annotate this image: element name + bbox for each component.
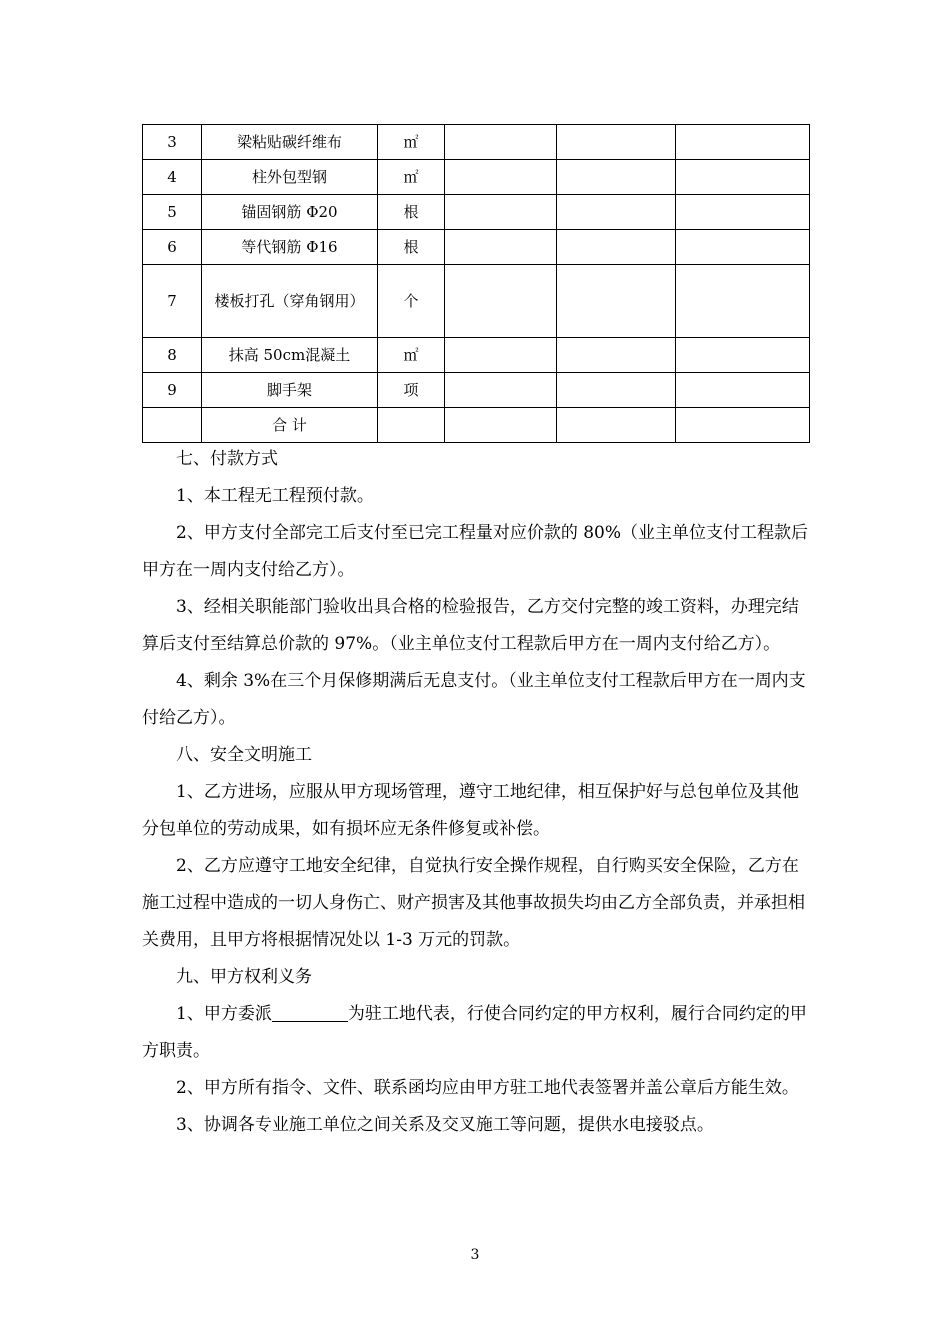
row-number: 3 [143, 125, 202, 160]
table-row [143, 373, 810, 408]
paragraph: 1、乙方进场，应服从甲方现场管理，遵守工地纪律，相互保护好与总包单位及其他分包单位的劳动成果，如有损坏应无条件修复或补偿。 [142, 782, 799, 839]
item-total [676, 338, 810, 373]
section-heading-payment: 七、付款方式 [176, 449, 278, 469]
representative-blank-line [272, 1003, 348, 1022]
row-number: 8 [143, 338, 202, 373]
section-heading-safety: 八、安全文明施工 [176, 745, 312, 765]
item-unit [378, 408, 445, 443]
row-number: 4 [143, 160, 202, 195]
item-unit: ㎡ [378, 160, 445, 195]
item-unit-price [557, 195, 676, 230]
item-quantity [445, 125, 557, 160]
item-name: 锚固钢筋 Φ20 [202, 195, 378, 230]
item-quantity [445, 373, 557, 408]
item-quantity [445, 195, 557, 230]
item-unit-price [557, 265, 676, 338]
item-unit: 项 [378, 373, 445, 408]
item-unit: 个 [378, 265, 445, 338]
item-unit: ㎡ [378, 125, 445, 160]
item-name: 柱外包型钢 [202, 160, 378, 195]
paragraph: 2、乙方应遵守工地安全纪律，自觉执行安全操作规程，自行购买安全保险，乙方在施工过程中造成的一切人身伤亡、财产损害及其他事故损失均由乙方全部负责，并承担相关费用，且甲方将根据情况处以 1-3 万元的罚款。 [142, 856, 805, 950]
row-number: 6 [143, 230, 202, 265]
grand-total [676, 408, 810, 443]
row-number: 5 [143, 195, 202, 230]
paragraph [142, 996, 810, 1070]
item-unit: 根 [378, 195, 445, 230]
item-quantity [445, 160, 557, 195]
paragraph: 3、协调各专业施工单位之间关系及交叉施工等问题，提供水电接驳点。 [176, 1115, 714, 1135]
paragraph: 3、经相关职能部门验收出具合格的检验报告，乙方交付完整的竣工资料，办理完结算后支付至结算总价款的 97%。（业主单位支付工程款后甲方在一周内支付给乙方）。 [142, 597, 799, 654]
quantity-table [142, 124, 810, 443]
item-unit-price [557, 408, 676, 443]
table-row [143, 265, 810, 338]
table-row [143, 160, 810, 195]
total-row [143, 408, 810, 443]
item-total [676, 125, 810, 160]
paragraph: 1、本工程无工程预付款。 [176, 486, 374, 506]
paragraph: 2、甲方支付全部完工后支付至已完工程量对应价款的 80%（业主单位支付工程款后甲方在一周内支付给乙方）。 [142, 523, 809, 580]
item-name: 脚手架 [202, 373, 378, 408]
item-name: 楼板打孔（穿角钢用） [202, 265, 378, 338]
item-unit-price [557, 373, 676, 408]
item-total [676, 195, 810, 230]
item-unit-price [557, 160, 676, 195]
item-total [676, 230, 810, 265]
paragraph-text: 1、甲方委派 [176, 1004, 272, 1024]
paragraph-text: 为驻工地代表，行使合同约定的甲方权利，履行合同约定的甲方职责。 [142, 1004, 807, 1061]
item-total [676, 265, 810, 338]
item-name: 等代钢筋 Φ16 [202, 230, 378, 265]
item-name: 抹高 50cm混凝土 [202, 338, 378, 373]
item-quantity [445, 265, 557, 338]
item-unit: ㎡ [378, 338, 445, 373]
contract-body [142, 441, 810, 1144]
item-unit: 根 [378, 230, 445, 265]
paragraph: 4、剩余 3%在三个月保修期满后无息支付。（业主单位支付工程款后甲方在一周内支付给乙方）。 [142, 671, 806, 728]
row-number: 9 [143, 373, 202, 408]
item-total [676, 160, 810, 195]
item-name: 梁粘贴碳纤维布 [202, 125, 378, 160]
paragraph: 2、甲方所有指令、文件、联系函均应由甲方驻工地代表签署并盖公章后方能生效。 [176, 1078, 799, 1098]
item-total [676, 373, 810, 408]
row-number: 7 [143, 265, 202, 338]
item-unit-price [557, 125, 676, 160]
total-label: 合 计 [202, 408, 378, 443]
table-row [143, 338, 810, 373]
item-quantity [445, 338, 557, 373]
table-row [143, 230, 810, 265]
item-quantity [445, 408, 557, 443]
table-row [143, 125, 810, 160]
page-number: 3 [470, 1247, 480, 1263]
section-heading-party-a: 九、甲方权利义务 [176, 967, 312, 987]
table-row [143, 195, 810, 230]
item-unit-price [557, 230, 676, 265]
row-number [143, 408, 202, 443]
item-quantity [445, 230, 557, 265]
item-unit-price [557, 338, 676, 373]
